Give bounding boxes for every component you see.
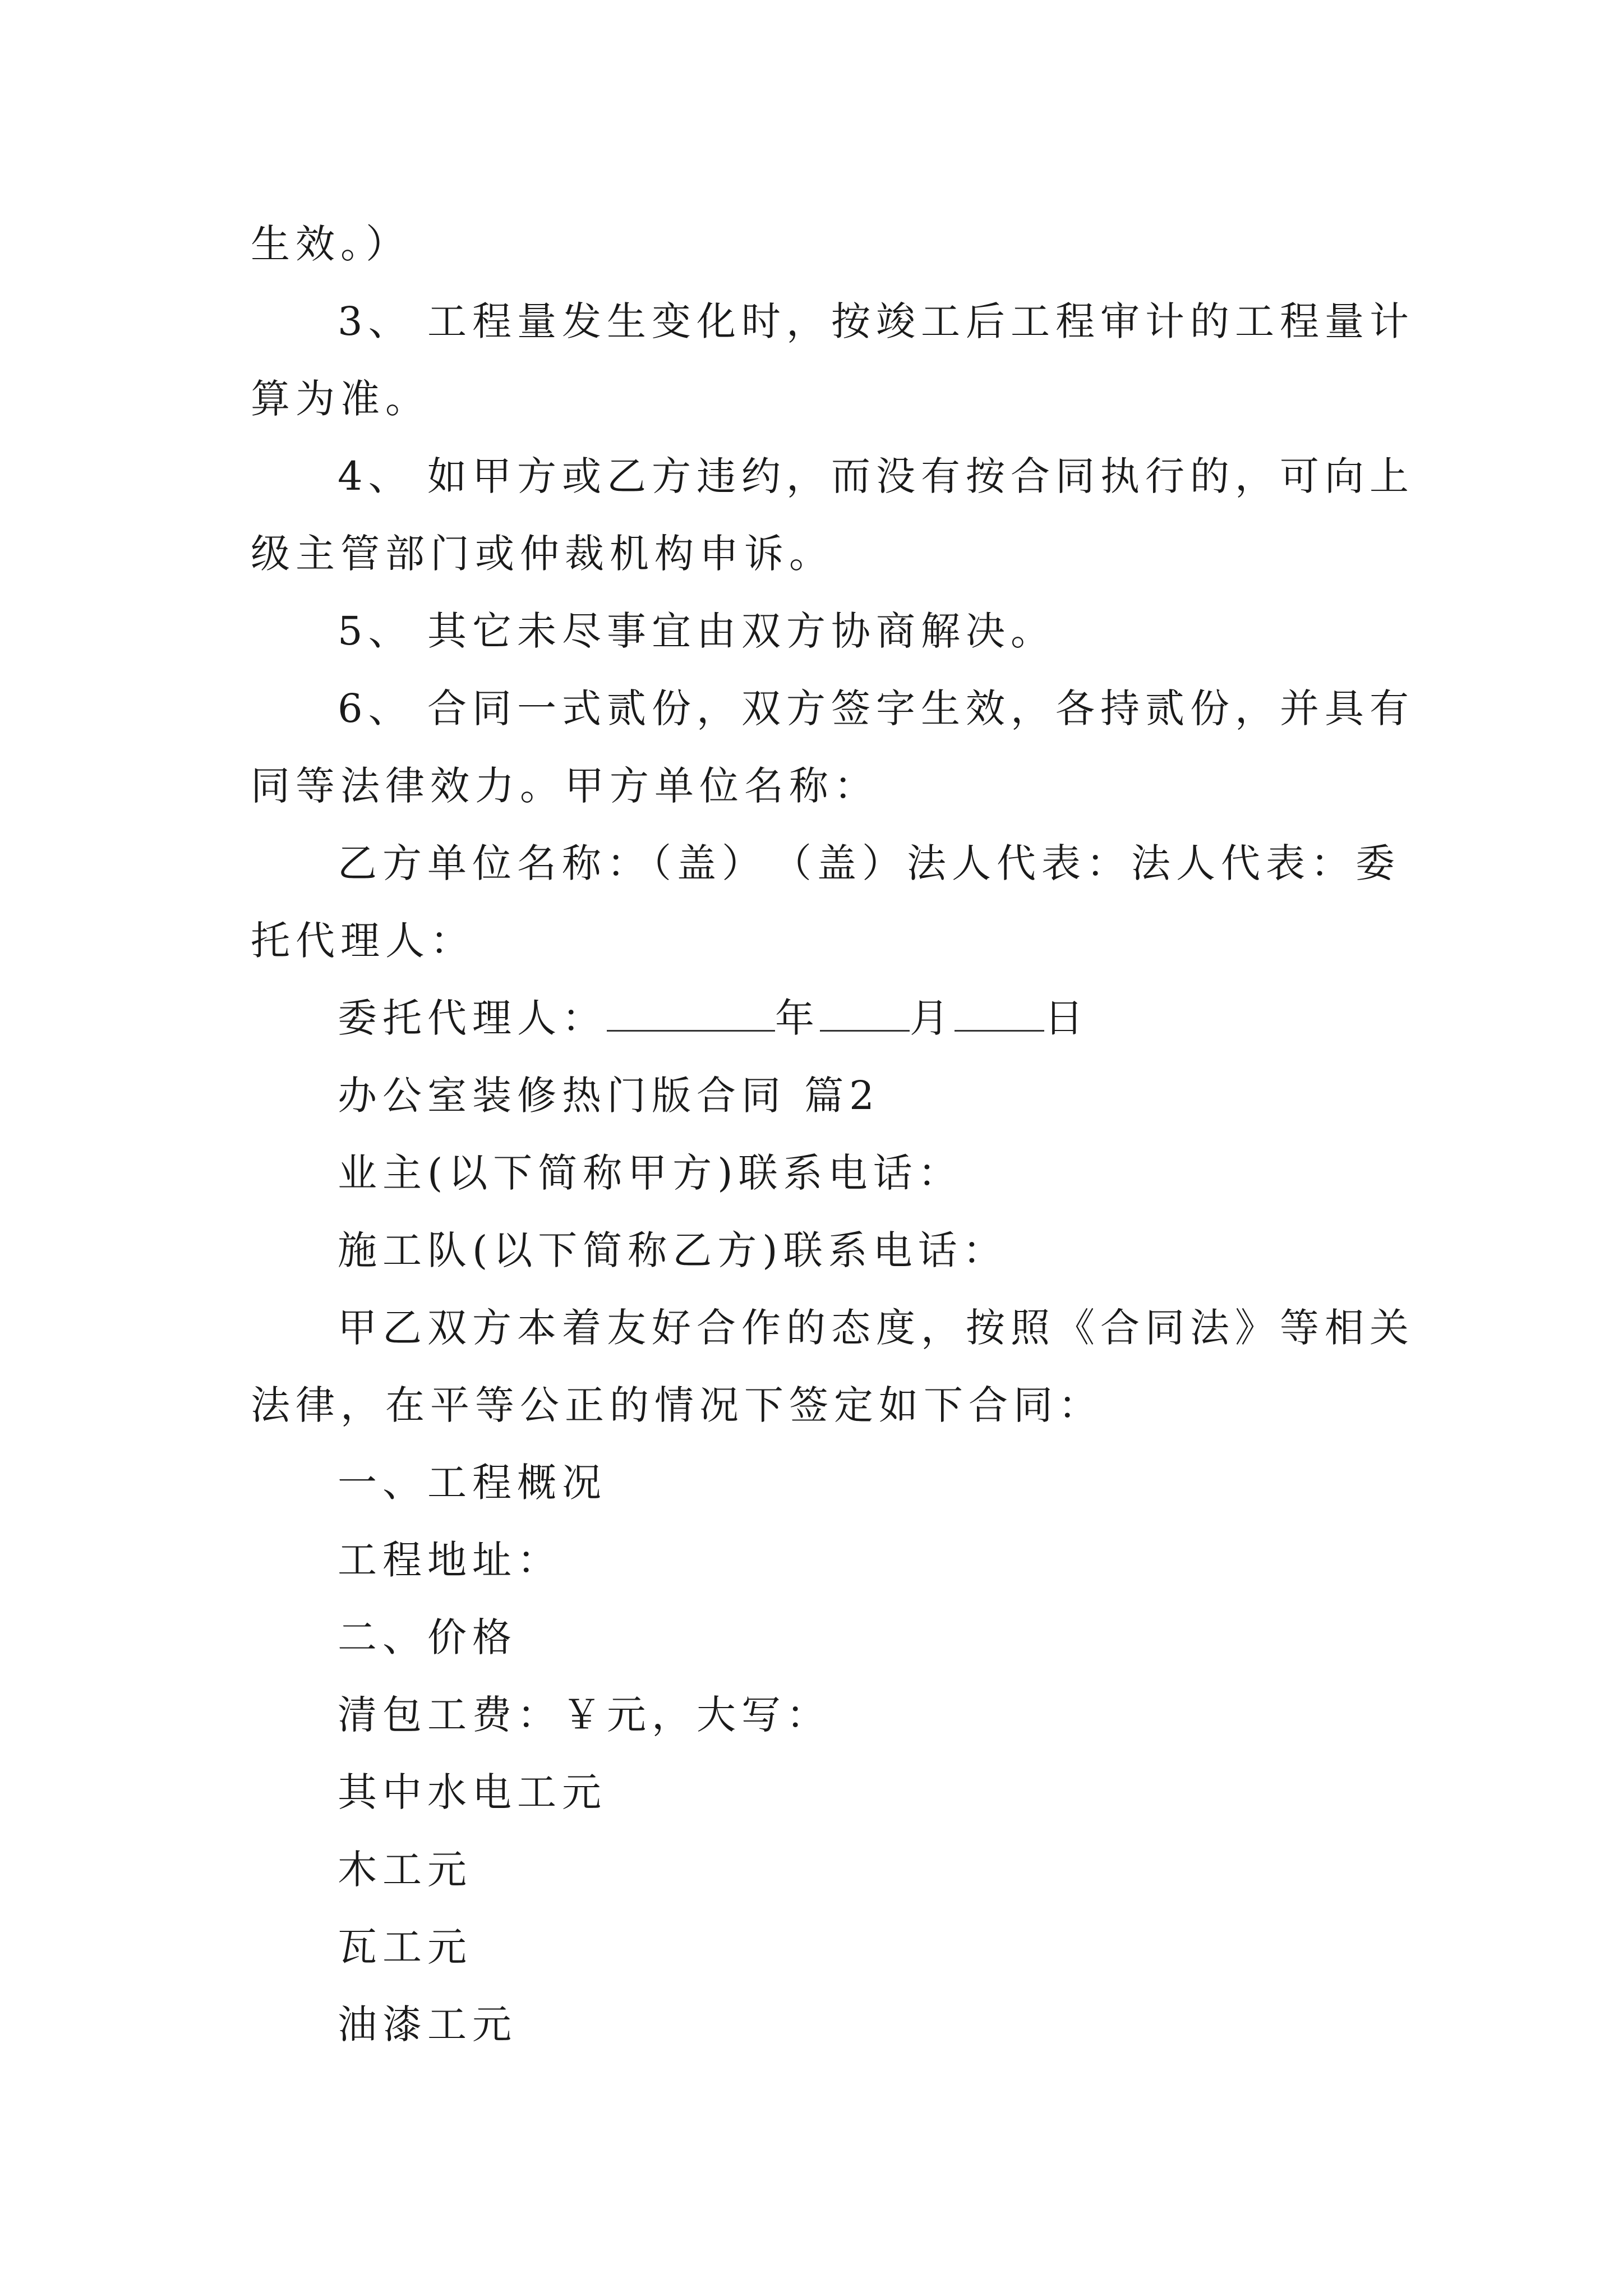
text-line: 工程地址： xyxy=(338,1537,562,1583)
clause-number: 5、 xyxy=(338,608,413,654)
section-heading: 一、工程概况 xyxy=(338,1460,607,1506)
day-blank xyxy=(955,995,1044,1032)
text-line: 瓦工元 xyxy=(338,1924,472,1970)
text-line: 生效。） xyxy=(251,221,411,267)
clause-4 xyxy=(251,451,1414,528)
month-label: 月 xyxy=(910,995,955,1041)
text-line: 法律，在平等公正的情况下签定如下合同： xyxy=(251,1382,1103,1428)
year-label: 年 xyxy=(775,995,820,1041)
clause-text: 工程量发生变化时，按竣工后工程审计的工程量计 xyxy=(427,298,1414,344)
clause-text: 合同一式贰份，双方签字生效，各持贰份，并具有 xyxy=(427,685,1414,731)
text-line: 清包工费：￥元，大写： xyxy=(338,1692,831,1738)
clause-number: 3、 xyxy=(338,298,413,344)
text-line: 托代理人： xyxy=(251,918,475,964)
text-line: 业主(以下简称甲方)联系电话： xyxy=(338,1150,963,1196)
day-label: 日 xyxy=(1044,995,1089,1041)
clause-6 xyxy=(251,683,1414,761)
section-heading: 二、价格 xyxy=(338,1614,517,1660)
agent-label: 委托代理人： xyxy=(338,995,607,1041)
text-line: 其中水电工元 xyxy=(338,1769,607,1815)
text-line: 级主管部门或仲裁机构申诉。 xyxy=(251,531,834,577)
clause-text: 如甲方或乙方违约，而没有按合同执行的，可向上 xyxy=(427,453,1414,499)
clause-number: 6、 xyxy=(338,685,413,731)
month-blank xyxy=(820,995,910,1032)
text-line: 木工元 xyxy=(338,1847,472,1893)
text-line: 乙方单位名称：（盖） （盖）法人代表：法人代表：委 xyxy=(338,840,1400,886)
document-page xyxy=(251,219,1414,2077)
year-blank xyxy=(607,995,775,1032)
clause-3 xyxy=(251,296,1414,374)
text-line: 甲乙双方本着友好合作的态度，按照《合同法》等相关 xyxy=(338,1305,1414,1351)
date-line xyxy=(251,993,1395,1070)
text-line: 油漆工元 xyxy=(338,2001,517,2047)
clause-text: 其它未尽事宜由双方协商解决。 xyxy=(427,608,1055,654)
text-line: 算为准。 xyxy=(251,376,430,422)
text-line: 施工队(以下简称乙方)联系电话： xyxy=(338,1227,1008,1273)
clause-5 xyxy=(251,606,1395,683)
text-line: 同等法律效力。甲方单位名称： xyxy=(251,763,879,809)
clause-number: 4、 xyxy=(338,453,413,499)
section-title: 办公室装修热门版合同 篇2 xyxy=(338,1073,880,1119)
